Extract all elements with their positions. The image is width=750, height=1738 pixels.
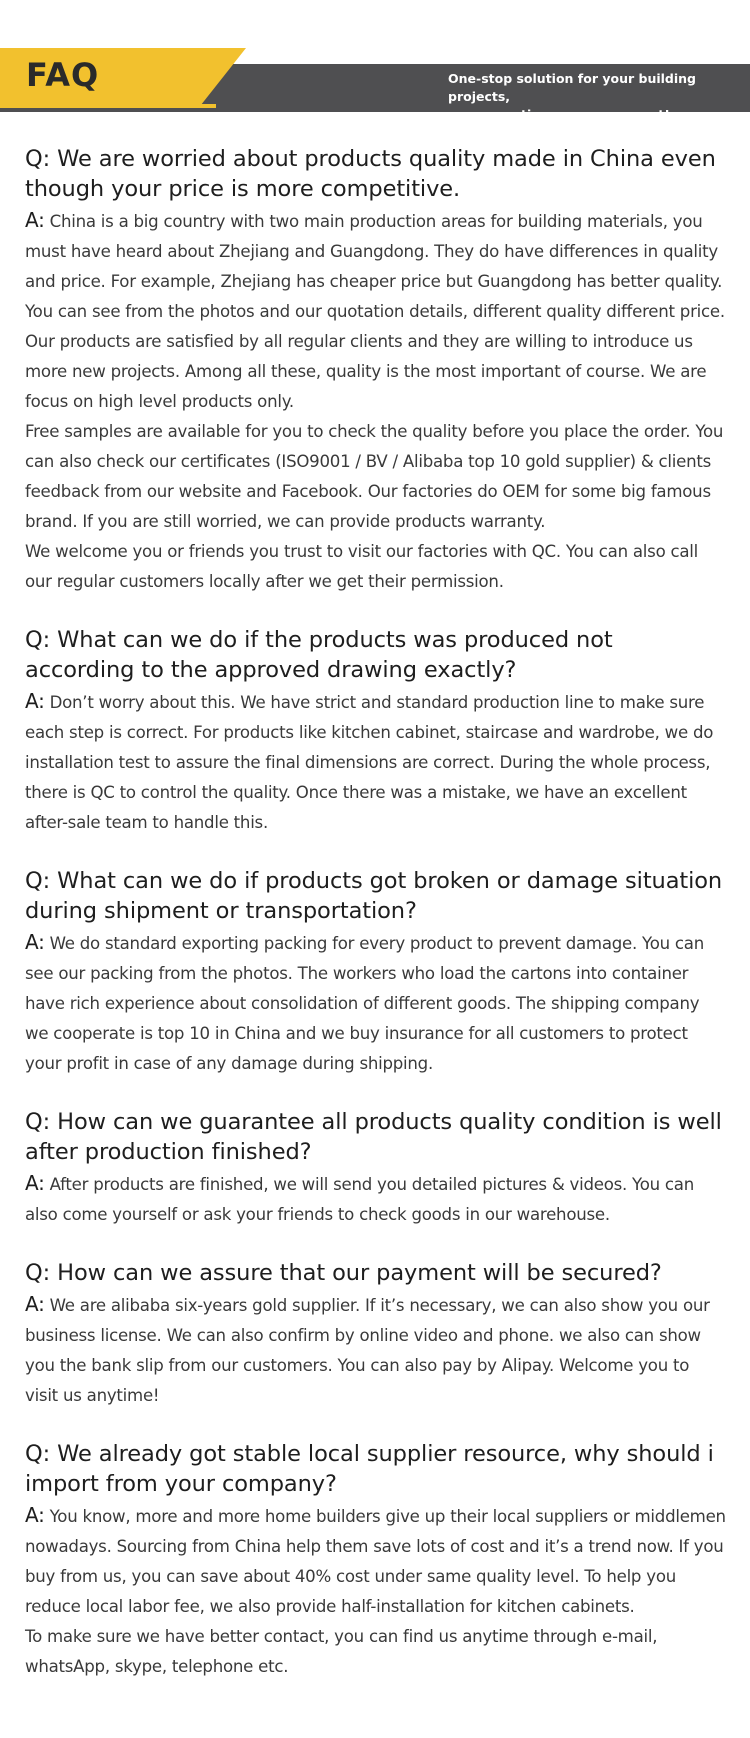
faq-question: Q: How can we guarantee all products quality condition is well after production finished?: [25, 1109, 722, 1165]
header-tagline: One-stop solution for your building projects, save your time, save your cost!: [448, 71, 696, 122]
answer-marker: A:: [25, 689, 45, 713]
answer-marker: A:: [25, 1171, 45, 1195]
answer-paragraph: [25, 927, 727, 1079]
answer-marker: A:: [25, 1503, 45, 1527]
faq-answer: [25, 1168, 727, 1230]
answer-marker: A:: [25, 930, 45, 954]
answer-text: Don’t worry about this. We have strict and standard production line to make sure each step is correct. For products like kitchen cabinet, staircase and wardrobe, we do installation test to assure the final dimensions are correct. During the whole process, there is QC to control the quality. Once there was a mistake, we have an excellent after-sale team to handle this.: [25, 693, 714, 832]
faq-list: [25, 144, 727, 1710]
faq-item: [25, 144, 727, 597]
faq-item: [25, 866, 727, 1079]
answer-text: We are alibaba six-years gold supplier. If it’s necessary, we can also show you our business license. We can also confirm by online video and phone. we also can show you the bank slip from our customers. You can also pay by Alipay. Welcome you to visit us anytime!: [25, 1296, 710, 1405]
answer-text: After products are finished, we will send you detailed pictures & videos. You can also come yourself or ask your friends to check goods in our warehouse.: [25, 1175, 694, 1224]
answer-marker: A:: [25, 208, 45, 232]
answer-paragraph: [25, 1289, 727, 1411]
faq-item: [25, 1439, 727, 1682]
answer-text: China is a big country with two main production areas for building materials, you must have heard about Zhejiang and Guangdong. They do have differences in quality and price. For example, Zhejiang has cheaper price but Guangdong has better quality. You can see from the photos and our quotation details, different quality different price. Our products are satisfied by all regular clients and they are willing to introduce us more new projects. Among all these, quality is the most important of course. We are focus on high level products only.: [25, 212, 725, 411]
answer-paragraph: [25, 1168, 727, 1230]
faq-answer: [25, 927, 727, 1079]
answer-paragraph: Free samples are available for you to check the quality before you place the order. You can also check our certificates (ISO9001 / BV / Alibaba top 10 gold supplier) & clients feedback from our website and Facebook. Our factories do OEM for some big famous brand. If you are still worried, we can provide products warranty.: [25, 422, 724, 531]
faq-answer: [25, 205, 727, 597]
answer-marker: A:: [25, 1292, 45, 1316]
answer-text: You know, more and more home builders give up their local suppliers or middlemen nowadays. Sourcing from China help them save lots of cost and it’s a trend now. If you buy from us, you can save about 40% cost under same quality level. To help you reduce local labor fee, we also provide half-installation for kitchen cabinets.: [25, 1507, 726, 1616]
faq-question: Q: We are worried about products quality made in China even though your price is more competitive.: [25, 146, 716, 202]
answer-paragraph: [25, 1500, 727, 1622]
faq-item: [25, 625, 727, 838]
faq-question: Q: What can we do if products got broken or damage situation during shipment or transportation?: [25, 868, 723, 924]
answer-paragraph: [25, 205, 727, 417]
faq-question: Q: We already got stable local supplier resource, why should i import from your company?: [25, 1441, 714, 1497]
faq-question: Q: How can we assure that our payment will be secured?: [25, 1260, 662, 1286]
faq-item: [25, 1107, 727, 1230]
header-yellow-underline: [0, 104, 216, 108]
page-title: FAQ: [26, 56, 100, 94]
answer-paragraph: We welcome you or friends you trust to visit our factories with QC. You can also call our regular customers locally after we get their permission.: [25, 542, 699, 591]
faq-answer: [25, 686, 727, 838]
answer-paragraph: To make sure we have better contact, you can find us anytime through e-mail, whatsApp, skype, telephone etc.: [25, 1627, 658, 1676]
faq-answer: [25, 1500, 727, 1682]
faq-header: [0, 48, 750, 122]
answer-paragraph: [25, 686, 727, 838]
faq-answer: [25, 1289, 727, 1411]
faq-question: Q: What can we do if the products was produced not according to the approved drawing exactly?: [25, 627, 613, 683]
faq-item: [25, 1258, 727, 1411]
answer-text: We do standard exporting packing for every product to prevent damage. You can see our packing from the photos. The workers who load the cartons into container have rich experience about consolidation of different goods. The shipping company we cooperate is top 10 in China and we buy insurance for all customers to protect your profit in case of any damage during shipping.: [25, 934, 704, 1073]
